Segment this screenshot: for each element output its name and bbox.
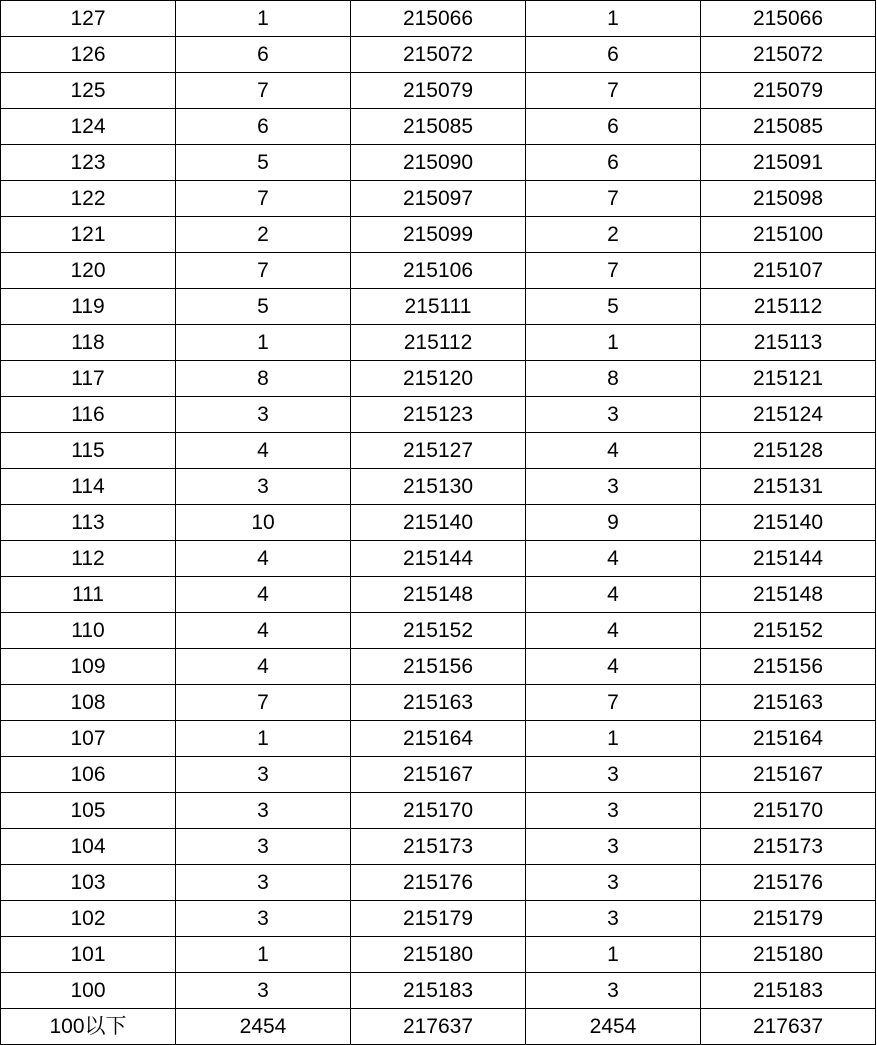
table-row <box>1 181 876 217</box>
count-cell-2: 1 <box>526 325 701 361</box>
count-cell-2: 4 <box>526 541 701 577</box>
cumulative-cell-2: 215072 <box>701 37 876 73</box>
count-cell-2: 3 <box>526 757 701 793</box>
cumulative-cell: 215176 <box>351 865 526 901</box>
cumulative-cell: 215156 <box>351 649 526 685</box>
count-cell-2: 1 <box>526 1 701 37</box>
cumulative-cell: 215097 <box>351 181 526 217</box>
table-row <box>1 793 876 829</box>
count-cell: 3 <box>176 757 351 793</box>
count-cell-2: 5 <box>526 289 701 325</box>
count-cell: 1 <box>176 721 351 757</box>
count-cell: 6 <box>176 109 351 145</box>
cumulative-cell: 215130 <box>351 469 526 505</box>
cumulative-cell-2: 215140 <box>701 505 876 541</box>
cumulative-cell: 215170 <box>351 793 526 829</box>
count-cell: 4 <box>176 613 351 649</box>
count-cell-2: 3 <box>526 865 701 901</box>
table-row <box>1 289 876 325</box>
cumulative-cell: 215099 <box>351 217 526 253</box>
cumulative-cell-2: 215164 <box>701 721 876 757</box>
cumulative-cell-2: 215131 <box>701 469 876 505</box>
cumulative-cell-2: 215113 <box>701 325 876 361</box>
cumulative-cell-2: 215091 <box>701 145 876 181</box>
count-cell-2: 3 <box>526 973 701 1009</box>
score-cell: 106 <box>1 757 176 793</box>
count-cell: 10 <box>176 505 351 541</box>
count-cell-2: 1 <box>526 721 701 757</box>
score-cell: 120 <box>1 253 176 289</box>
score-cell: 100 <box>1 973 176 1009</box>
cumulative-cell: 215106 <box>351 253 526 289</box>
cumulative-cell: 217637 <box>351 1009 526 1045</box>
score-cell: 118 <box>1 325 176 361</box>
score-cell: 107 <box>1 721 176 757</box>
cumulative-cell: 215127 <box>351 433 526 469</box>
table-row <box>1 217 876 253</box>
table-row <box>1 1 876 37</box>
score-cell: 126 <box>1 37 176 73</box>
score-cell: 124 <box>1 109 176 145</box>
score-cell: 127 <box>1 1 176 37</box>
table-row <box>1 361 876 397</box>
cumulative-cell: 215140 <box>351 505 526 541</box>
count-cell-2: 8 <box>526 361 701 397</box>
cumulative-cell: 215111 <box>351 289 526 325</box>
cumulative-cell: 215079 <box>351 73 526 109</box>
count-cell-2: 6 <box>526 109 701 145</box>
cumulative-cell: 215163 <box>351 685 526 721</box>
count-cell: 3 <box>176 973 351 1009</box>
cumulative-cell: 215123 <box>351 397 526 433</box>
count-cell-2: 3 <box>526 793 701 829</box>
score-cell: 115 <box>1 433 176 469</box>
cumulative-cell-2: 215100 <box>701 217 876 253</box>
count-cell: 7 <box>176 181 351 217</box>
cumulative-cell: 215183 <box>351 973 526 1009</box>
count-cell-2: 4 <box>526 577 701 613</box>
cumulative-cell: 215167 <box>351 757 526 793</box>
count-cell: 3 <box>176 469 351 505</box>
table-row <box>1 253 876 289</box>
cumulative-cell-2: 215173 <box>701 829 876 865</box>
score-cell: 108 <box>1 685 176 721</box>
table-row <box>1 649 876 685</box>
cumulative-cell-2: 215156 <box>701 649 876 685</box>
cumulative-cell: 215090 <box>351 145 526 181</box>
cumulative-cell-2: 215148 <box>701 577 876 613</box>
score-cell: 119 <box>1 289 176 325</box>
cumulative-cell-2: 215144 <box>701 541 876 577</box>
cumulative-cell-2: 215128 <box>701 433 876 469</box>
cumulative-cell-2: 215112 <box>701 289 876 325</box>
count-cell-2: 4 <box>526 613 701 649</box>
score-cell: 125 <box>1 73 176 109</box>
score-cell: 112 <box>1 541 176 577</box>
score-cell: 101 <box>1 937 176 973</box>
table-row <box>1 973 876 1009</box>
table-row <box>1 433 876 469</box>
cumulative-cell-2: 215180 <box>701 937 876 973</box>
count-cell: 2454 <box>176 1009 351 1045</box>
cumulative-cell: 215148 <box>351 577 526 613</box>
cumulative-cell-2: 215179 <box>701 901 876 937</box>
count-cell: 3 <box>176 865 351 901</box>
cumulative-cell-2: 215152 <box>701 613 876 649</box>
count-cell: 7 <box>176 685 351 721</box>
count-cell-2: 3 <box>526 901 701 937</box>
cumulative-cell: 215120 <box>351 361 526 397</box>
cumulative-cell: 215072 <box>351 37 526 73</box>
table-row <box>1 505 876 541</box>
score-cell: 104 <box>1 829 176 865</box>
score-cell: 103 <box>1 865 176 901</box>
count-cell: 2 <box>176 217 351 253</box>
cumulative-cell-2: 215066 <box>701 1 876 37</box>
cumulative-cell: 215144 <box>351 541 526 577</box>
cumulative-cell: 215173 <box>351 829 526 865</box>
table-row <box>1 721 876 757</box>
table-row <box>1 37 876 73</box>
count-cell: 3 <box>176 397 351 433</box>
count-cell-2: 2 <box>526 217 701 253</box>
cumulative-cell-2: 215079 <box>701 73 876 109</box>
score-cell: 113 <box>1 505 176 541</box>
table-row <box>1 469 876 505</box>
table-row <box>1 937 876 973</box>
cumulative-cell-2: 215163 <box>701 685 876 721</box>
cumulative-cell-2: 215176 <box>701 865 876 901</box>
score-cell: 105 <box>1 793 176 829</box>
cumulative-cell: 215179 <box>351 901 526 937</box>
count-cell-2: 7 <box>526 253 701 289</box>
cumulative-cell-2: 215121 <box>701 361 876 397</box>
table-row <box>1 109 876 145</box>
count-cell-2: 7 <box>526 73 701 109</box>
score-cell: 123 <box>1 145 176 181</box>
score-cell: 111 <box>1 577 176 613</box>
count-cell: 3 <box>176 829 351 865</box>
count-cell-2: 6 <box>526 37 701 73</box>
cumulative-cell: 215085 <box>351 109 526 145</box>
count-cell-2: 3 <box>526 469 701 505</box>
table-row <box>1 73 876 109</box>
count-cell-2: 2454 <box>526 1009 701 1045</box>
cumulative-cell: 215164 <box>351 721 526 757</box>
count-cell-2: 4 <box>526 649 701 685</box>
count-cell: 5 <box>176 289 351 325</box>
cumulative-cell-2: 215167 <box>701 757 876 793</box>
score-cell: 117 <box>1 361 176 397</box>
score-cell: 114 <box>1 469 176 505</box>
table-body <box>1 1 876 1045</box>
count-cell-2: 3 <box>526 829 701 865</box>
count-cell-2: 7 <box>526 685 701 721</box>
count-cell-2: 7 <box>526 181 701 217</box>
count-cell: 1 <box>176 325 351 361</box>
table-row <box>1 829 876 865</box>
table-row <box>1 397 876 433</box>
score-cell: 122 <box>1 181 176 217</box>
count-cell-2: 9 <box>526 505 701 541</box>
score-cell: 110 <box>1 613 176 649</box>
count-cell: 4 <box>176 433 351 469</box>
count-cell: 1 <box>176 937 351 973</box>
cumulative-cell-2: 215085 <box>701 109 876 145</box>
cumulative-cell-2: 215124 <box>701 397 876 433</box>
table-row <box>1 145 876 181</box>
cumulative-cell-2: 215107 <box>701 253 876 289</box>
count-cell: 7 <box>176 73 351 109</box>
cumulative-cell: 215180 <box>351 937 526 973</box>
count-cell: 6 <box>176 37 351 73</box>
score-cell: 121 <box>1 217 176 253</box>
score-cell: 116 <box>1 397 176 433</box>
table-row <box>1 901 876 937</box>
cumulative-cell: 215112 <box>351 325 526 361</box>
count-cell: 4 <box>176 649 351 685</box>
cumulative-cell-2: 215183 <box>701 973 876 1009</box>
count-cell-2: 1 <box>526 937 701 973</box>
table-row <box>1 577 876 613</box>
table-row <box>1 685 876 721</box>
score-cell: 100以下 <box>1 1009 176 1045</box>
count-cell: 1 <box>176 1 351 37</box>
cumulative-cell-2: 215170 <box>701 793 876 829</box>
count-cell: 8 <box>176 361 351 397</box>
table-row <box>1 613 876 649</box>
count-cell-2: 6 <box>526 145 701 181</box>
table-row <box>1 757 876 793</box>
cumulative-cell: 215152 <box>351 613 526 649</box>
score-cell: 109 <box>1 649 176 685</box>
table-row <box>1 541 876 577</box>
count-cell-2: 4 <box>526 433 701 469</box>
cumulative-cell: 215066 <box>351 1 526 37</box>
count-cell: 3 <box>176 793 351 829</box>
count-cell-2: 3 <box>526 397 701 433</box>
table-row <box>1 325 876 361</box>
count-cell: 3 <box>176 901 351 937</box>
score-cell: 102 <box>1 901 176 937</box>
count-cell: 4 <box>176 577 351 613</box>
count-cell: 7 <box>176 253 351 289</box>
cumulative-cell-2: 217637 <box>701 1009 876 1045</box>
count-cell: 5 <box>176 145 351 181</box>
table-row <box>1 1009 876 1045</box>
cumulative-cell-2: 215098 <box>701 181 876 217</box>
table-row <box>1 865 876 901</box>
count-cell: 4 <box>176 541 351 577</box>
